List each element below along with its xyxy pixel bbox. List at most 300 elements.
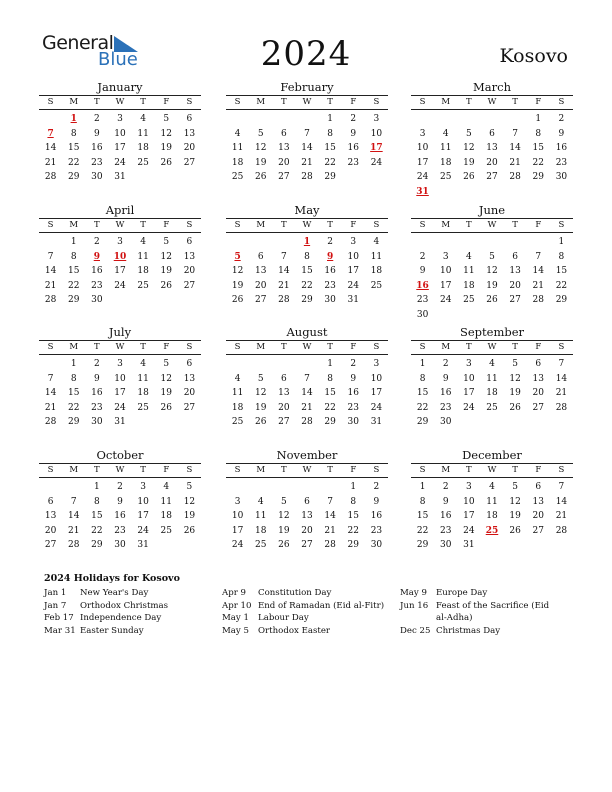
day-cell: 3 — [373, 359, 380, 369]
day-cell: 1 — [70, 359, 77, 369]
day-cell: 13 — [486, 143, 498, 154]
day-cell: 15 — [67, 266, 80, 277]
day-cell: 27 — [486, 172, 498, 183]
weekday-label: F — [350, 342, 357, 352]
day-cell: 21 — [278, 280, 290, 291]
holiday-day-cell: 7 — [47, 128, 54, 139]
day-cell: 7 — [327, 496, 333, 507]
day-cell: 2 — [327, 237, 333, 247]
weekday-label: M — [441, 465, 451, 475]
weekday-label: T — [327, 465, 333, 475]
day-cell: 8 — [558, 251, 565, 262]
day-cell: 8 — [70, 373, 77, 384]
day-cell: 28 — [44, 172, 57, 183]
weekday-label: M — [256, 97, 266, 107]
day-cell: 13 — [254, 266, 267, 277]
month-name: February — [280, 80, 334, 94]
day-cell: 20 — [183, 143, 196, 154]
holiday-date: May 1 — [222, 613, 249, 623]
day-cell: 4 — [163, 482, 170, 492]
day-cell: 20 — [278, 157, 290, 168]
day-cell: 4 — [489, 482, 495, 492]
day-cell: 25 — [231, 172, 244, 183]
day-cell: 17 — [370, 388, 383, 399]
weekday-label: S — [419, 465, 426, 475]
weekday-label: S — [186, 465, 193, 475]
weekday-label: T — [327, 342, 333, 352]
day-cell: 18 — [160, 511, 172, 522]
day-cell: 7 — [558, 482, 565, 492]
weekday-label: T — [94, 220, 100, 230]
day-cell: 17 — [416, 157, 429, 168]
day-cell: 18 — [231, 402, 244, 413]
day-cell: 12 — [160, 128, 172, 139]
day-cell: 24 — [439, 295, 452, 306]
holiday-row — [222, 612, 392, 625]
day-cell: 13 — [183, 128, 196, 139]
day-cell: 22 — [532, 157, 544, 168]
weekday-label: F — [163, 465, 170, 475]
day-cell: 17 — [463, 388, 475, 399]
empty-cell — [39, 235, 62, 250]
day-cell: 5 — [163, 114, 170, 124]
weekday-label: F — [535, 465, 542, 475]
weekday-header — [39, 218, 201, 233]
country-name: Kosovo — [499, 45, 568, 67]
day-cell: 3 — [465, 359, 472, 369]
empty-cell — [295, 480, 318, 495]
day-cell: 1 — [327, 114, 333, 124]
holiday-row — [222, 600, 392, 613]
empty-cell — [295, 112, 318, 127]
holiday-day-cell: 1 — [303, 237, 311, 247]
day-cell: 7 — [304, 373, 310, 384]
day-cell: 10 — [439, 266, 452, 277]
day-cell: 12 — [509, 496, 521, 507]
day-cell: 9 — [350, 128, 357, 139]
empty-cell — [480, 235, 503, 250]
weekday-label: M — [256, 465, 266, 475]
day-cell: 2 — [419, 251, 426, 262]
day-cell: 31 — [370, 417, 383, 428]
weekday-label: S — [558, 465, 565, 475]
weekday-label: W — [115, 465, 125, 475]
day-cell: 21 — [44, 157, 57, 168]
weekday-label: T — [281, 465, 287, 475]
day-cell: 27 — [509, 295, 521, 306]
holiday-row — [400, 600, 550, 625]
day-cell: 27 — [301, 540, 313, 551]
day-cell: 30 — [439, 417, 452, 428]
weekday-label: S — [558, 97, 565, 107]
day-cell: 14 — [324, 511, 336, 522]
empty-cell — [411, 235, 434, 250]
day-cell: 30 — [439, 540, 452, 551]
holiday-name: Constitution Day — [258, 588, 332, 598]
day-cell: 28 — [278, 295, 290, 306]
weekday-label: S — [419, 97, 426, 107]
day-cell: 11 — [370, 251, 383, 262]
day-cell: 11 — [439, 143, 452, 154]
day-cell: 31 — [114, 172, 126, 183]
day-cell: 11 — [231, 143, 244, 154]
month-name: May — [294, 203, 320, 217]
day-cell: 30 — [324, 295, 336, 306]
day-cell: 2 — [558, 114, 565, 124]
weekday-label: T — [94, 465, 100, 475]
day-cell: 22 — [416, 525, 429, 536]
month-october — [39, 447, 201, 553]
day-cell: 14 — [44, 266, 57, 277]
empty-cell — [39, 480, 62, 495]
holiday-date: Dec 25 — [400, 625, 431, 636]
day-cell: 7 — [304, 128, 310, 139]
day-cell: 18 — [254, 525, 267, 536]
day-cell: 29 — [416, 540, 429, 551]
day-cell: 14 — [555, 496, 568, 507]
weekday-header — [39, 463, 201, 478]
day-cell: 18 — [486, 388, 498, 399]
day-cell: 15 — [91, 511, 103, 522]
weekday-label: W — [115, 342, 125, 352]
day-cell: 10 — [370, 128, 383, 139]
day-cell: 23 — [91, 157, 103, 168]
weekday-label: T — [466, 220, 472, 230]
day-cell: 10 — [416, 143, 429, 154]
day-cell: 17 — [114, 143, 126, 154]
day-cell: 20 — [532, 511, 544, 522]
day-cell: 29 — [416, 417, 429, 428]
day-cell: 24 — [370, 157, 383, 168]
day-cell: 20 — [509, 280, 521, 291]
day-cell: 18 — [486, 511, 498, 522]
holiday-row — [44, 587, 194, 600]
day-cell: 12 — [231, 266, 244, 277]
day-cell: 19 — [254, 402, 267, 413]
holiday-row — [400, 625, 550, 638]
weekday-label: M — [69, 97, 79, 107]
day-cell: 30 — [347, 417, 359, 428]
day-cell: 15 — [324, 143, 336, 154]
holiday-day-cell: 10 — [113, 251, 127, 262]
day-grid — [226, 357, 388, 430]
day-cell: 9 — [117, 496, 123, 507]
day-cell: 7 — [558, 359, 565, 369]
day-cell: 27 — [183, 402, 196, 413]
day-cell: 19 — [160, 388, 172, 399]
day-cell: 26 — [160, 157, 172, 168]
day-cell: 22 — [67, 280, 80, 291]
day-cell: 14 — [67, 511, 80, 522]
day-cell: 1 — [535, 114, 542, 124]
day-cell: 3 — [465, 482, 472, 492]
day-cell: 26 — [254, 172, 267, 183]
day-cell: 20 — [486, 157, 498, 168]
day-cell: 11 — [137, 128, 149, 139]
weekday-label: W — [115, 97, 125, 107]
weekday-header — [411, 463, 573, 478]
empty-cell — [226, 480, 249, 495]
day-cell: 25 — [160, 525, 172, 536]
day-cell: 13 — [301, 511, 313, 522]
month-name: December — [462, 448, 522, 462]
day-cell: 4 — [373, 237, 380, 247]
day-cell: 29 — [324, 172, 336, 183]
day-cell: 6 — [47, 496, 54, 507]
empty-cell — [480, 112, 503, 127]
weekday-header — [226, 218, 388, 233]
weekday-label: M — [441, 97, 451, 107]
day-cell: 16 — [91, 266, 103, 277]
holiday-date: Apr 10 — [222, 600, 252, 611]
weekday-header — [226, 340, 388, 355]
day-cell: 31 — [347, 295, 359, 306]
month-june — [411, 202, 573, 323]
weekday-label: M — [69, 220, 79, 230]
weekday-label: W — [302, 97, 312, 107]
month-february — [226, 79, 388, 185]
day-cell: 11 — [160, 496, 172, 507]
day-cell: 21 — [555, 511, 568, 522]
holiday-row — [222, 625, 392, 638]
logo-general-text: General — [42, 32, 114, 54]
weekday-label: T — [281, 97, 287, 107]
day-cell: 7 — [47, 373, 54, 384]
day-cell: 17 — [114, 266, 126, 277]
weekday-header — [411, 95, 573, 110]
day-cell: 18 — [463, 280, 475, 291]
day-cell: 23 — [347, 157, 359, 168]
empty-cell — [434, 235, 457, 250]
day-cell: 6 — [304, 496, 310, 507]
day-cell: 4 — [140, 237, 146, 247]
weekday-label: S — [234, 465, 241, 475]
day-cell: 25 — [231, 417, 244, 428]
holiday-date: Jan 1 — [44, 588, 67, 598]
weekday-label: T — [140, 220, 146, 230]
day-cell: 24 — [114, 157, 126, 168]
day-cell: 28 — [324, 540, 336, 551]
weekday-label: S — [234, 220, 241, 230]
month-may — [226, 202, 388, 308]
day-cell: 12 — [278, 511, 290, 522]
empty-cell — [504, 112, 527, 127]
day-cell: 20 — [44, 525, 57, 536]
month-name: March — [473, 80, 511, 94]
day-cell: 25 — [370, 280, 383, 291]
month-name: April — [105, 203, 135, 217]
weekday-label: W — [302, 220, 312, 230]
day-cell: 9 — [442, 373, 449, 384]
day-cell: 24 — [231, 540, 244, 551]
day-cell: 6 — [186, 359, 193, 369]
day-cell: 18 — [137, 266, 149, 277]
day-cell: 27 — [183, 157, 196, 168]
day-cell: 20 — [301, 525, 313, 536]
day-cell: 25 — [137, 280, 149, 291]
day-cell: 3 — [117, 114, 123, 124]
month-name: October — [96, 448, 144, 462]
day-grid — [39, 480, 201, 553]
day-cell: 10 — [231, 511, 244, 522]
day-cell: 27 — [278, 172, 290, 183]
day-cell: 15 — [67, 388, 80, 399]
day-cell: 24 — [114, 280, 126, 291]
day-cell: 24 — [463, 525, 475, 536]
empty-cell — [39, 112, 62, 127]
day-cell: 1 — [419, 482, 426, 492]
day-cell: 22 — [347, 525, 359, 536]
day-cell: 28 — [301, 172, 313, 183]
day-cell: 14 — [44, 388, 57, 399]
day-cell: 12 — [486, 266, 498, 277]
day-cell: 28 — [44, 417, 57, 428]
day-cell: 4 — [442, 128, 449, 139]
holiday-day-cell: 1 — [70, 114, 77, 124]
weekday-label: F — [163, 220, 170, 230]
day-cell: 6 — [489, 128, 495, 139]
weekday-label: M — [69, 465, 79, 475]
empty-cell — [272, 112, 295, 127]
day-cell: 6 — [535, 482, 542, 492]
weekday-label: S — [419, 220, 426, 230]
holiday-day-cell: 25 — [485, 525, 499, 536]
day-cell: 18 — [439, 157, 452, 168]
day-cell: 15 — [67, 143, 80, 154]
day-cell: 19 — [160, 266, 172, 277]
day-cell: 15 — [532, 143, 544, 154]
day-cell: 12 — [254, 143, 267, 154]
day-cell: 29 — [67, 295, 80, 306]
day-cell: 31 — [114, 417, 126, 428]
weekday-label: T — [94, 342, 100, 352]
weekday-label: T — [94, 97, 100, 107]
holiday-name: New Year's Day — [80, 588, 149, 598]
day-cell: 25 — [463, 295, 475, 306]
day-cell: 7 — [47, 251, 54, 262]
day-cell: 10 — [137, 496, 149, 507]
day-cell: 28 — [67, 540, 80, 551]
day-cell: 13 — [183, 373, 196, 384]
day-cell: 26 — [463, 172, 475, 183]
day-cell: 8 — [70, 128, 77, 139]
day-cell: 11 — [231, 388, 244, 399]
weekday-label: W — [487, 465, 497, 475]
day-cell: 30 — [91, 172, 103, 183]
day-cell: 21 — [67, 525, 80, 536]
weekday-header — [39, 340, 201, 355]
month-name: June — [478, 203, 506, 217]
holiday-day-cell: 17 — [370, 143, 383, 154]
day-cell: 25 — [254, 540, 267, 551]
day-cell: 30 — [114, 540, 126, 551]
day-cell: 2 — [93, 359, 100, 369]
day-cell: 6 — [512, 251, 518, 262]
holiday-name: Orthodox Easter — [258, 625, 331, 636]
day-cell: 17 — [463, 511, 475, 522]
day-cell: 17 — [231, 525, 244, 536]
weekday-label: T — [512, 97, 518, 107]
holiday-name: Christmas Day — [436, 625, 501, 636]
day-cell: 13 — [532, 373, 544, 384]
day-cell: 27 — [254, 295, 267, 306]
day-cell: 9 — [93, 128, 100, 139]
holiday-name: Europe Day — [436, 588, 488, 598]
day-cell: 4 — [489, 359, 495, 369]
empty-cell — [249, 112, 272, 127]
day-cell: 28 — [555, 402, 568, 413]
day-cell: 2 — [373, 482, 380, 492]
day-cell: 18 — [370, 266, 383, 277]
empty-cell — [39, 357, 62, 372]
month-september — [411, 324, 573, 430]
holiday-day-cell: 5 — [234, 251, 241, 262]
month-name: November — [276, 448, 338, 462]
day-grid — [226, 235, 388, 308]
day-cell: 23 — [370, 525, 383, 536]
weekday-label: S — [373, 342, 380, 352]
weekday-header — [226, 463, 388, 478]
weekday-label: S — [186, 342, 193, 352]
day-cell: 14 — [532, 266, 544, 277]
empty-cell — [272, 357, 295, 372]
day-cell: 15 — [324, 388, 336, 399]
weekday-label: T — [327, 220, 333, 230]
day-cell: 27 — [278, 417, 290, 428]
day-cell: 28 — [555, 525, 568, 536]
weekday-label: T — [512, 465, 518, 475]
day-cell: 28 — [44, 295, 57, 306]
day-cell: 29 — [301, 295, 313, 306]
day-cell: 21 — [44, 402, 57, 413]
day-cell: 12 — [463, 143, 475, 154]
holiday-row — [44, 612, 194, 625]
day-cell: 18 — [137, 388, 149, 399]
day-cell: 17 — [114, 388, 126, 399]
day-cell: 28 — [509, 172, 521, 183]
holiday-day-cell: 9 — [327, 251, 334, 262]
day-grid — [39, 357, 201, 430]
day-cell: 19 — [463, 157, 475, 168]
day-cell: 5 — [512, 482, 518, 492]
day-cell: 14 — [509, 143, 521, 154]
weekday-label: T — [512, 342, 518, 352]
holiday-name: Labour Day — [258, 613, 309, 623]
day-cell: 23 — [91, 280, 103, 291]
empty-cell — [319, 480, 342, 495]
weekday-label: T — [327, 97, 333, 107]
empty-cell — [249, 235, 272, 250]
day-cell: 10 — [370, 373, 383, 384]
day-cell: 31 — [463, 540, 475, 551]
weekday-header — [39, 95, 201, 110]
day-cell: 16 — [91, 388, 103, 399]
weekday-label: T — [512, 220, 518, 230]
day-cell: 5 — [186, 482, 193, 492]
holidays-column — [400, 587, 550, 637]
day-cell: 23 — [347, 402, 359, 413]
day-cell: 3 — [350, 237, 357, 247]
day-cell: 8 — [93, 496, 100, 507]
day-cell: 14 — [278, 266, 290, 277]
holiday-date: Apr 9 — [222, 588, 247, 598]
day-cell: 27 — [183, 280, 196, 291]
month-name: August — [286, 325, 328, 339]
weekday-label: M — [256, 220, 266, 230]
day-cell: 26 — [160, 402, 172, 413]
day-cell: 8 — [327, 128, 333, 139]
day-cell: 30 — [91, 295, 103, 306]
